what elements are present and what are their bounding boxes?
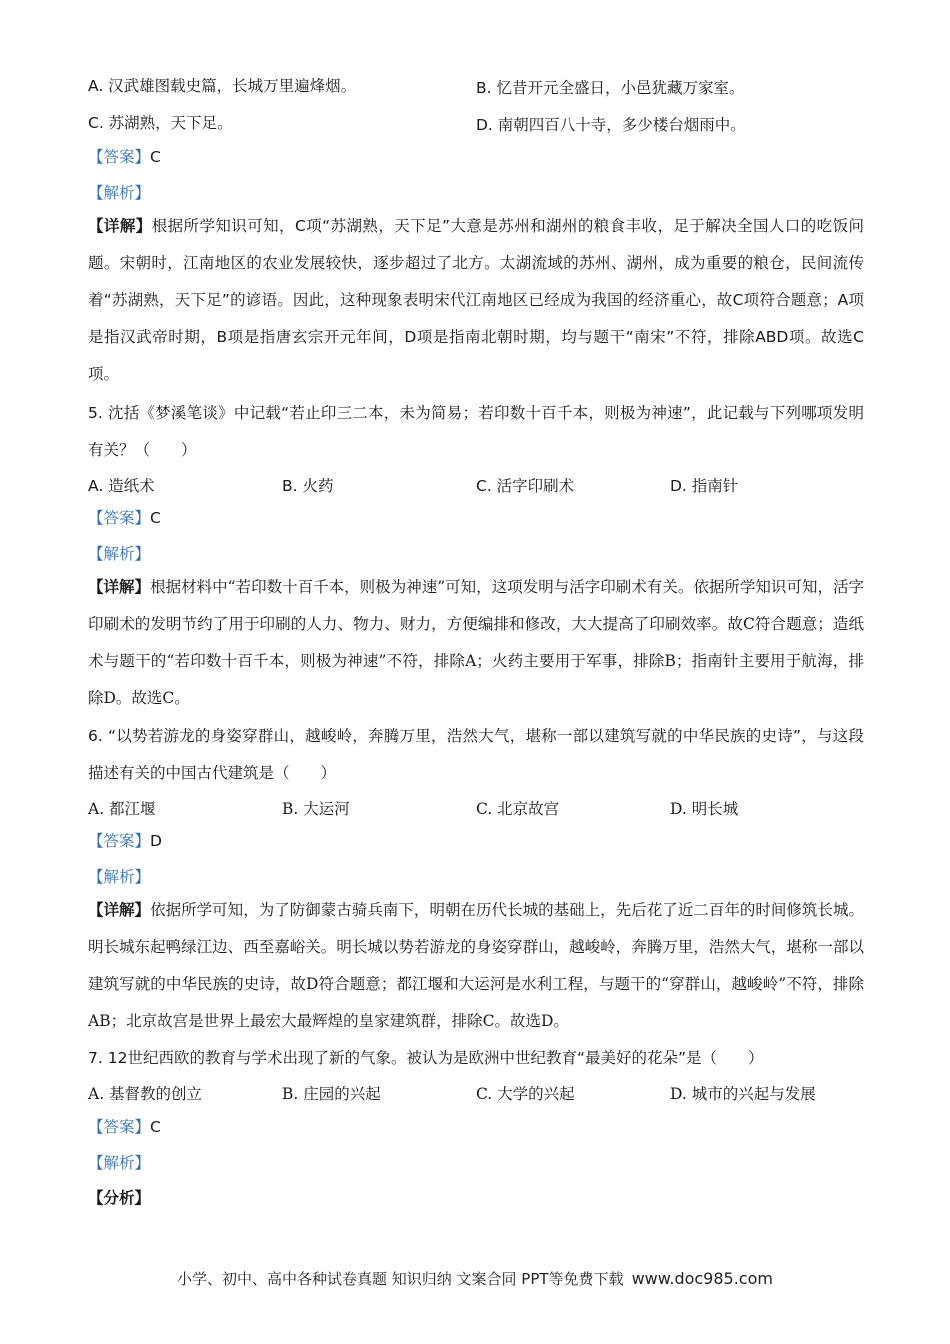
detail-label: 【详解】 xyxy=(88,901,151,919)
detail-text: 依据所学可知，为了防御蒙古骑兵南下，明朝在历代长城的基础上，先后花了近二百年的时间修筑长城。明长城东起鸭绿江边、西至嘉峪关。明长城以势若游龙的身姿穿群山，越峻岭，奔腾万里，浩然大气，堪称一部以建筑写就的中华民族的史诗，故D符合题意；都江堰和大运河是水利工程，与题干的“穿群山，越峻岭”不符，排除AB；北京故宫是世界上最宏大最辉煌的皇家建筑群，排除C。故选D。 xyxy=(88,901,864,1030)
q6-analysis-label: 【解析】 xyxy=(88,868,151,886)
q7-fenxi-label: 【分析】 xyxy=(88,1189,151,1207)
detail-text: 根据材料中“若印数十百千本，则极为神速”可知，这项发明与活字印刷术有关。依据所学知识可知，活字印刷术的发明节约了用于印刷的人力、物力、财力，方便编排和修改，大大提高了印刷效率。故C符合题意；造纸术与题干的“若印数十百千本，则极为神速”不符，排除A；火药主要用于军事，排除B；指南针主要用于航海，排除D。故选C。 xyxy=(88,578,864,707)
q5-option-c: C. 活字印刷术 xyxy=(476,477,575,495)
q4-option-b: B. 忆昔开元全盛日，小邑犹藏万家室。 xyxy=(476,79,745,97)
q7-option-a: A. 基督教的创立 xyxy=(88,1085,203,1103)
answer-label: 【答案】 xyxy=(88,148,151,166)
q7-analysis-label: 【解析】 xyxy=(88,1154,151,1172)
q5-option-d: D. 指南针 xyxy=(670,477,739,495)
q6-option-a: A. 都江堰 xyxy=(88,800,156,818)
answer-value: D xyxy=(150,832,162,850)
q4-option-d: D. 南朝四百八十寺，多少楼台烟雨中。 xyxy=(476,116,746,134)
q5-option-b: B. 火药 xyxy=(282,477,334,495)
q6-option-c: C. 北京故宫 xyxy=(476,800,560,818)
q5-detail-paragraph xyxy=(88,569,864,717)
answer-value: C xyxy=(150,148,161,166)
q4-option-a: A. 汉武雄图载史篇，长城万里遍烽烟。 xyxy=(88,77,357,95)
q7-stem: 7. 12世纪西欧的教育与学术出现了新的气象。被认为是欧洲中世纪教育“最美好的花朵”是（ ） xyxy=(88,1049,764,1067)
q7-answer-line xyxy=(88,1117,161,1137)
q6-detail-paragraph xyxy=(88,892,864,1040)
answer-value: C xyxy=(150,509,161,527)
answer-value: C xyxy=(150,1118,161,1136)
answer-label: 【答案】 xyxy=(88,832,151,850)
footer-text: 小学、初中、高中各种试卷真题 知识归纳 文案合同 PPT等免费下载 xyxy=(177,1270,624,1288)
q7-option-d: D. 城市的兴起与发展 xyxy=(670,1085,816,1103)
q5-option-a: A. 造纸术 xyxy=(88,477,155,495)
q6-option-d: D. 明长城 xyxy=(670,800,739,818)
q5-answer-line xyxy=(88,508,161,528)
q5-stem: 5. 沈括《梦溪笔谈》中记载“若止印三二本，未为简易；若印数十百千本，则极为神速”，此记载与下列哪项发明有关？（ ） xyxy=(88,404,864,459)
q6-answer-line xyxy=(88,831,162,851)
q5-analysis-label: 【解析】 xyxy=(88,545,151,563)
answer-label: 【答案】 xyxy=(88,509,151,527)
q6-stem: 6. “以势若游龙的身姿穿群山，越峻岭，奔腾万里，浩然大气，堪称一部以建筑写就的中华民族的史诗”，与这段描述有关的中国古代建筑是（ ） xyxy=(88,727,864,782)
q6-option-b: B. 大运河 xyxy=(282,800,350,818)
q4-analysis-label: 【解析】 xyxy=(88,184,151,202)
detail-label: 【详解】 xyxy=(88,578,151,596)
page-footer xyxy=(0,1268,950,1289)
q4-answer-line xyxy=(88,147,161,167)
answer-label: 【答案】 xyxy=(88,1118,151,1136)
detail-label: 【详解】 xyxy=(88,217,152,235)
q7-option-c: C. 大学的兴起 xyxy=(476,1085,575,1103)
q7-option-b: B. 庄园的兴起 xyxy=(282,1085,381,1103)
footer-url-link[interactable]: www.doc985.com xyxy=(631,1269,773,1288)
q4-detail-paragraph xyxy=(88,208,864,393)
detail-text: 根据所学知识可知，C项“苏湖熟，天下足”大意是苏州和湖州的粮食丰收，足于解决全国人口的吃饭问题。宋朝时，江南地区的农业发展较快，逐步超过了北方。太湖流域的苏州、湖州，成为重要的粮仓，民间流传着“苏湖熟，天下足”的谚语。因此，这种现象表明宋代江南地区已经成为我国的经济重心，故C项符合题意；A项是指汉武帝时期，B项是指唐玄宗开元年间，D项是指南北朝时期，均与题干“南宋”不符，排除ABD项。故选C项。 xyxy=(88,217,864,383)
q4-option-c: C. 苏湖熟，天下足。 xyxy=(88,114,233,132)
